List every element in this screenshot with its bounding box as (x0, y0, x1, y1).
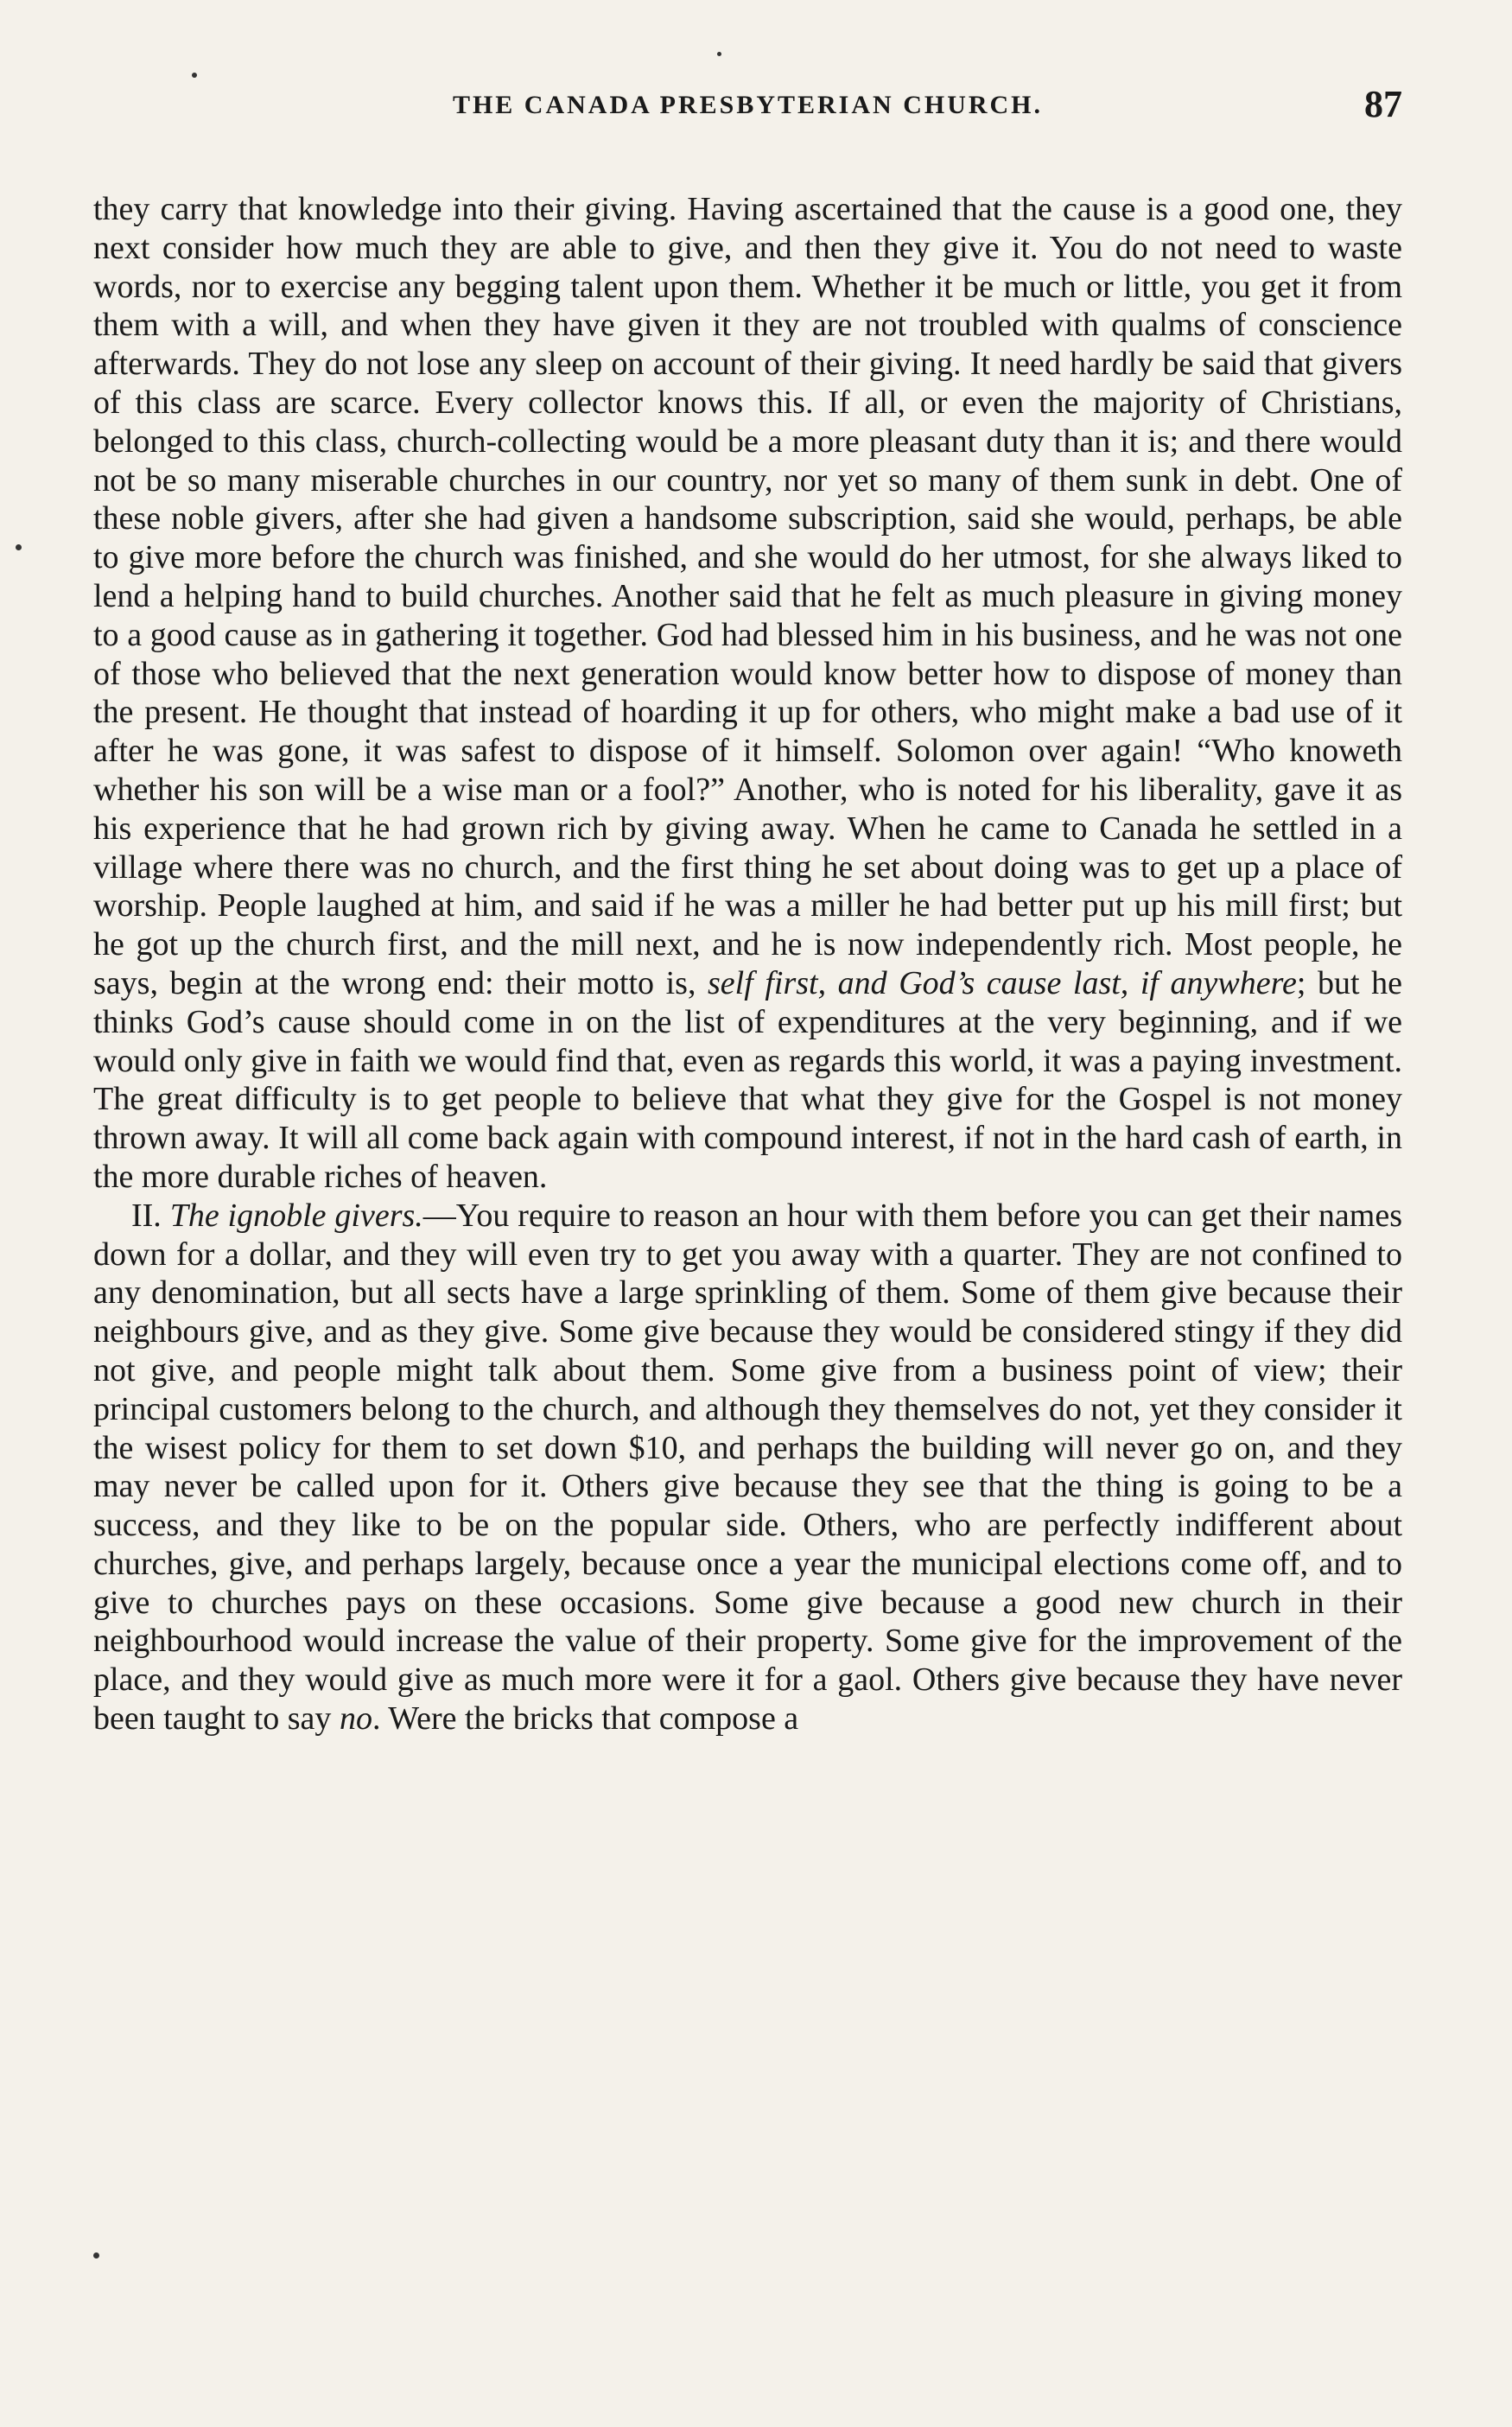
page-number: 87 (1364, 83, 1402, 125)
ink-speck (16, 544, 22, 550)
book-page (93, 82, 1402, 1738)
ink-speck (93, 2252, 99, 2259)
section-heading: The ignoble givers. (169, 1197, 423, 1234)
running-head: THE CANADA PRESBYTERIAN CHURCH. (452, 91, 1044, 119)
italic-word: no (339, 1700, 372, 1738)
text-run: —You require to reason an hour with them before you can get their names down for a dollar, and they will even try to get you away with a quarter. They are not confined to any denomination, but all sects have a large sprinkling of them. Some of them give because their neighbours give, and as they give. Some give because they would be considered stingy if they did not give, and people might talk about them. Some give from a business point of view; their principal customers belong to the church, and although they themselves do not, yet they consider it the wisest policy for them to set down $10, and perhaps the building will never go on, and they may never be called upon for it. Others give because they see that the thing is going to be a success, and they like to be on the popular side. Others, who are perfectly indifferent about churches, give, and perhaps largely, because once a year the municipal elections come off, and to give to churches pays on these occasions. Some give because a good new church in their neighbourhood would increase the value of their property. Some give for the improvement of the place, and they would give as much more were it for a gaol. Others give because they have never been taught to say (93, 1197, 1402, 1738)
ink-speck (717, 52, 721, 56)
ink-speck (192, 73, 197, 78)
paragraph-ignoble-givers (93, 1197, 1402, 1738)
section-numeral: II. (131, 1197, 170, 1234)
text-run: they carry that knowledge into their giving. Having ascertained that the cause is a good one, they next consider how much they are able to give, and then they give it. You do not need to waste words, nor to exercise any begging talent upon them. Whether it be much or little, you get it from them with a will, and when they have given it they are not troubled with qualms of conscience afterwards. They do not lose any sleep on account of their giving. It need hardly be said that givers of this class are scarce. Every collector knows this. If all, or even the majority of Christians, belonged to this class, church-collecting would be a more pleasant duty than it is; and there would not be so many miserable churches in our country, nor yet so many of them sunk in debt. One of these noble givers, after she had given a handsome subscription, said she would, perhaps, be able to give more before the church was finished, and she would do her utmost, for she always liked to lend a helping hand to build churches. Another said that he felt as much pleasure in giving money to a good cause as in gathering it together. God had blessed him in his business, and he was not one of those who believed that the next generation would know better how to dispose of money than the present. He thought that instead of hoarding it up for others, who might make a bad use of it after he was gone, it was safest to dispose of it himself. Solomon over again! “Who knoweth whether his son will be a wise man or a fool?” Another, who is noted for his liberality, gave it as his experience that he had grown rich by giving away. When he came to Canada he settled in a village where there was no church, and the first thing he set about doing was to get up a place of worship. People laughed at him, and said if he was a miller he had better put up his mill first; but he got up the church first, and the mill next, and he is now independently rich. Most people, he says, begin at the wrong end: their motto is, (93, 191, 1402, 1001)
text-run: ; but he thinks God’s cause should come in on the list of expenditures at the very beginning, and if we would only give in faith we would find that, even as regards this world, it was a paying investment. The great difficulty is to get people to believe that what they give for the Gospel is not money thrown away. It will all come back again with compound interest, if not in the hard cash of earth, in the more durable riches of heaven. (93, 964, 1402, 1195)
italic-motto: self first, and God’s cause last, if anywhere (708, 964, 1297, 1001)
paragraph-noble-givers (93, 190, 1402, 1197)
text-run: . Were the bricks that compose a (372, 1700, 799, 1738)
body-text (93, 190, 1402, 1738)
page-header (93, 82, 1402, 143)
